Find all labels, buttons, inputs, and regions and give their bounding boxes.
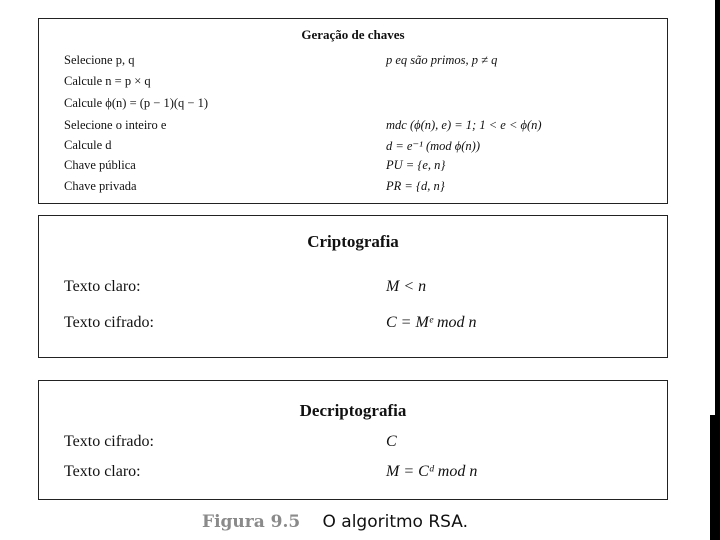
encryption-box xyxy=(38,215,668,358)
keygen-row xyxy=(39,158,667,178)
key-generation-box xyxy=(38,18,668,204)
decryption-value: C xyxy=(386,433,397,450)
key-generation-title: Geração de chaves xyxy=(301,27,405,42)
keygen-label: Selecione p, q xyxy=(64,53,135,67)
keygen-label: Chave privada xyxy=(64,179,137,193)
figure-caption xyxy=(202,512,468,532)
decryption-label: Texto claro: xyxy=(64,463,141,480)
encryption-title: Criptografia xyxy=(307,232,399,251)
encryption-value: M < n xyxy=(386,278,427,295)
keygen-row xyxy=(39,53,667,73)
encryption-row xyxy=(39,278,667,302)
keygen-row xyxy=(39,138,667,158)
keygen-label: Calcule n = p × q xyxy=(64,74,151,88)
keygen-label: Calcule ϕ(n) = (p − 1)(q − 1) xyxy=(64,96,209,110)
figure-number: Figura 9.5 xyxy=(202,512,301,532)
decryption-row xyxy=(39,433,667,457)
encryption-label: Texto cifrado: xyxy=(64,314,154,331)
keygen-label: Calcule d xyxy=(64,138,112,152)
decryption-label: Texto cifrado: xyxy=(64,433,154,450)
keygen-label: Selecione o inteiro e xyxy=(64,118,167,132)
decryption-title: Decriptografia xyxy=(299,401,407,420)
decryption-row xyxy=(39,463,667,487)
keygen-value: mdc (ϕ(n), e) = 1; 1 < e < ϕ(n) xyxy=(386,118,542,132)
decryption-value: M = Cᵈ mod n xyxy=(386,463,478,480)
keygen-label: Chave pública xyxy=(64,158,136,172)
encryption-row xyxy=(39,314,667,338)
keygen-value: PR = {d, n} xyxy=(386,179,445,193)
encryption-label: Texto claro: xyxy=(64,278,141,295)
encryption-value: C = Mᵉ mod n xyxy=(386,314,477,331)
keygen-row xyxy=(39,179,667,199)
keygen-value: PU = {e, n} xyxy=(386,158,446,172)
keygen-value: d = e⁻¹ (mod ϕ(n)) xyxy=(386,139,480,153)
keygen-row xyxy=(39,74,667,94)
keygen-value: p eq são primos, p ≠ q xyxy=(386,53,498,67)
right-edge-block xyxy=(710,415,720,540)
figure-caption-text: O algoritmo RSA. xyxy=(322,512,469,532)
decryption-box xyxy=(38,380,668,500)
keygen-row xyxy=(39,118,667,138)
keygen-row xyxy=(39,96,667,116)
